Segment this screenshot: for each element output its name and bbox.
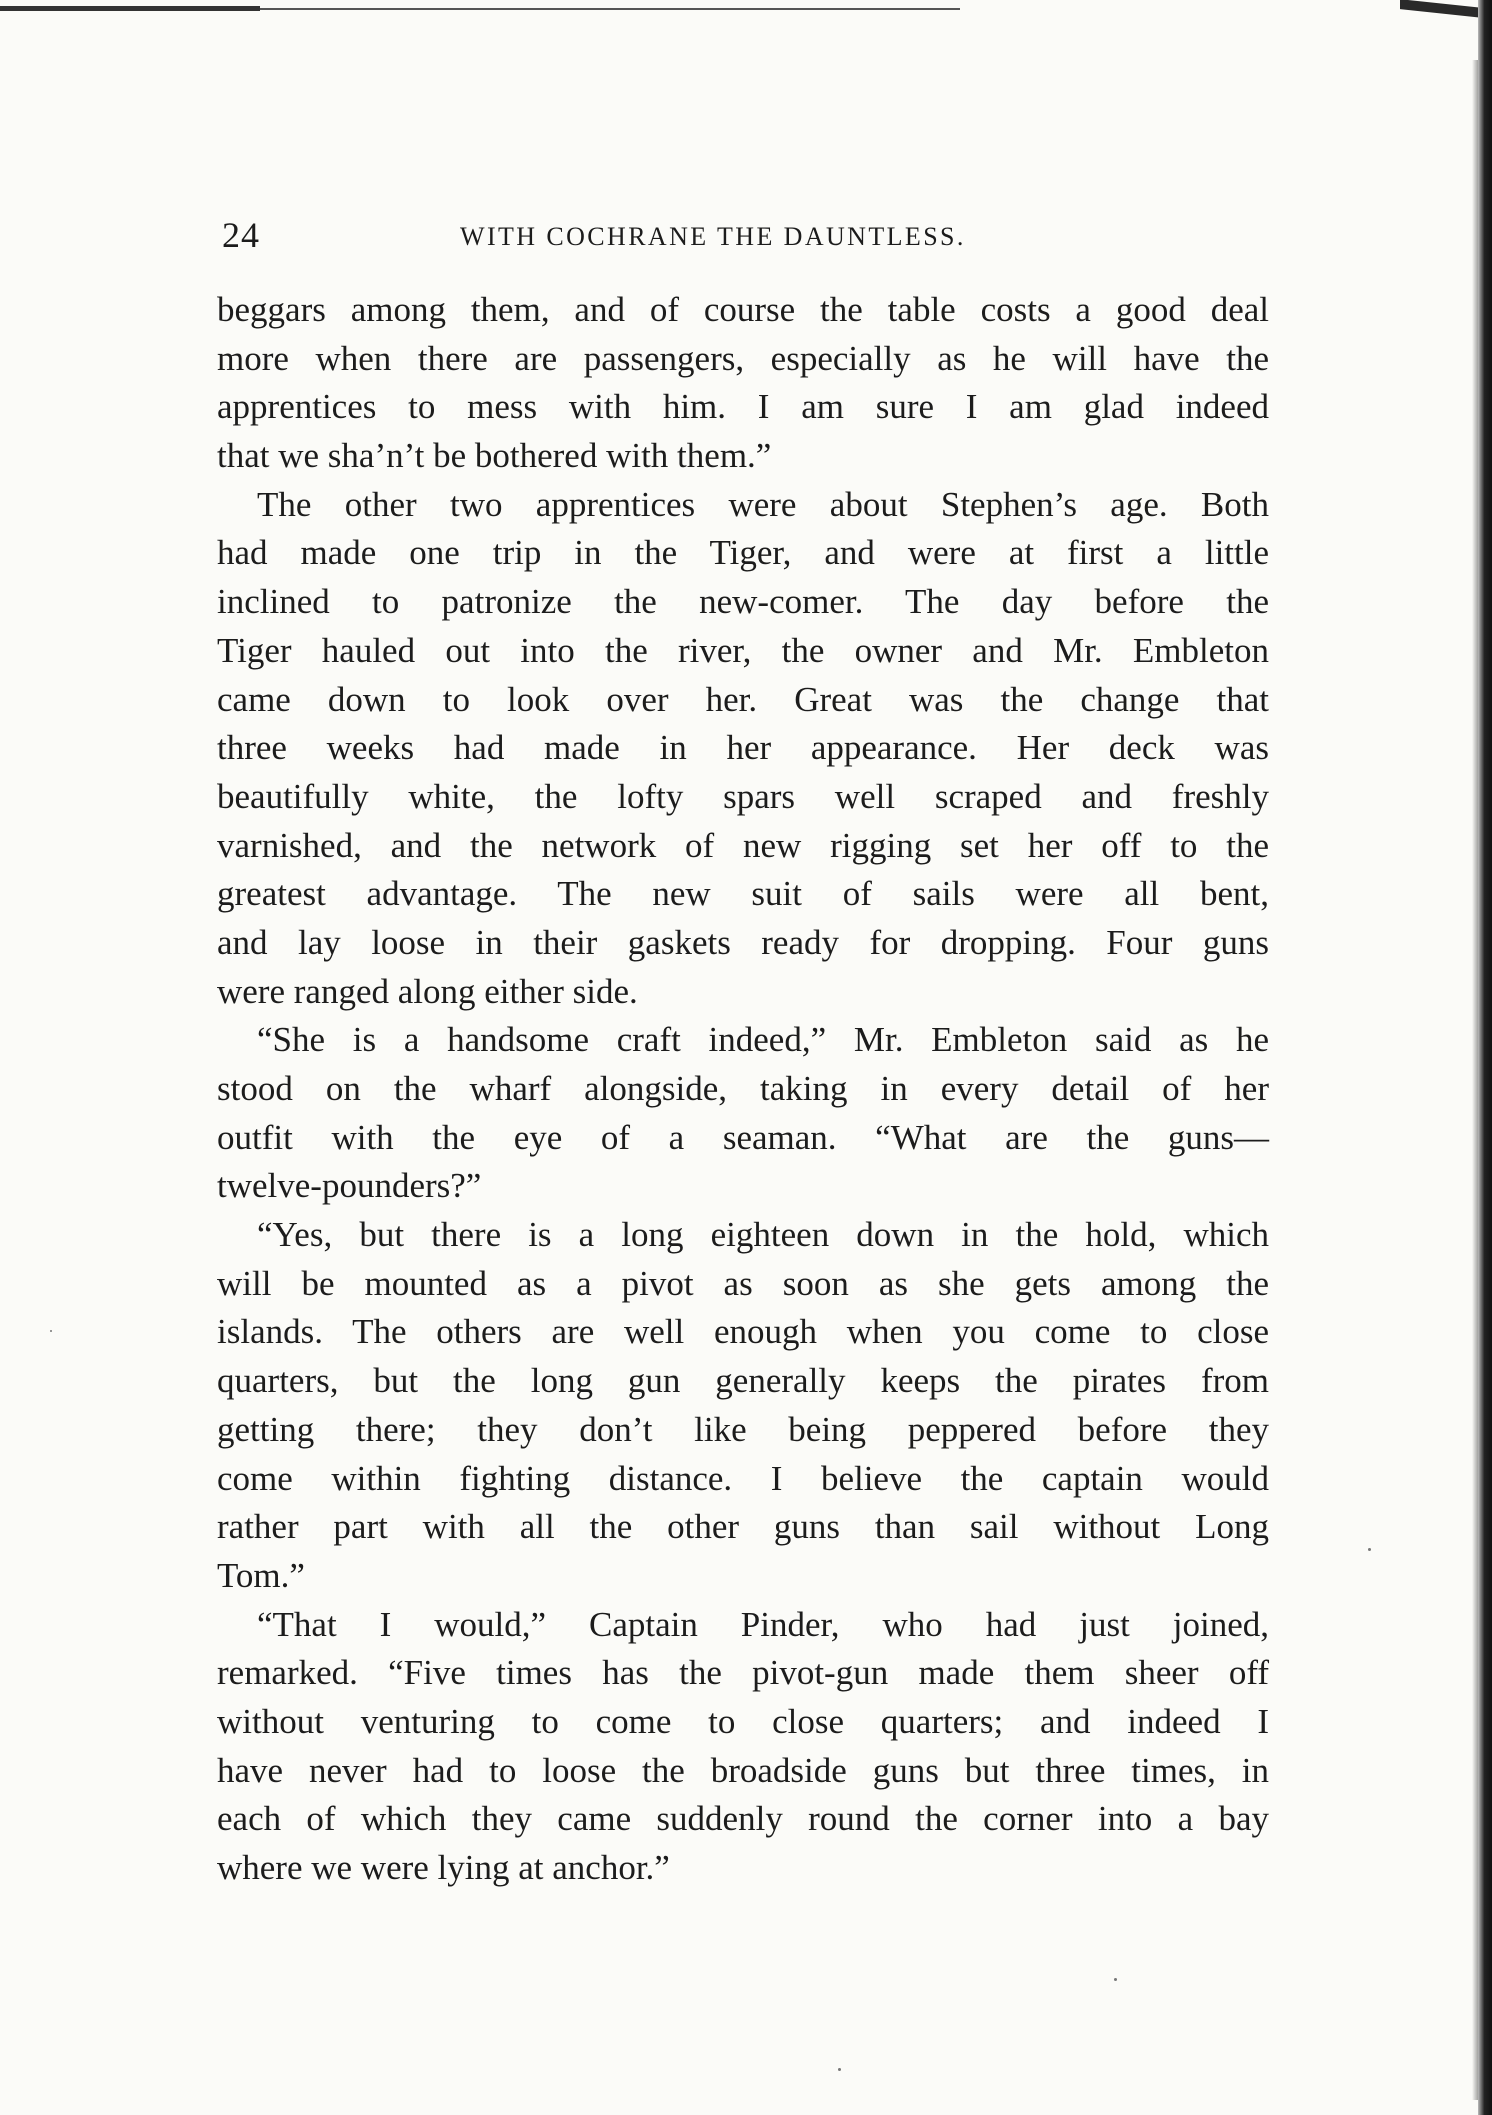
text-line: apprentices to mess with him. I am sure I am glad indeed (217, 387, 1269, 427)
text-line: without venturing to come to close quarters; and indeed I (217, 1701, 1269, 1741)
running-head (222, 214, 1052, 260)
top-edge-rule-thick (0, 6, 260, 11)
paper-speck (1368, 1548, 1371, 1551)
text-line: more when there are passengers, especially as he will have the (217, 338, 1269, 378)
right-page-edge (1478, 0, 1492, 2115)
paper-speck (838, 2068, 841, 2071)
text-line: that we sha’n’t be bothered with them.” (217, 436, 772, 476)
text-line: have never had to loose the broadside guns but three times, in (217, 1750, 1269, 1790)
text-line: beggars among them, and of course the table costs a good deal (217, 290, 1269, 329)
text-line: varnished, and the network of new rigging set her off to the (217, 825, 1269, 865)
text-line: rather part with all the other guns than sail without Long (217, 1507, 1269, 1547)
text-line: Tom.” (217, 1555, 305, 1595)
running-title: WITH COCHRANE THE DAUNTLESS. (460, 222, 966, 251)
text-line: stood on the wharf alongside, taking in every detail of her (217, 1069, 1269, 1108)
text-line: “She is a handsome craft indeed,” Mr. Embleton said as he (257, 1020, 1269, 1060)
text-line: remarked. “Five times has the pivot-gun made them sheer off (217, 1653, 1269, 1693)
text-line: had made one trip in the Tiger, and were at first a little (217, 533, 1269, 573)
text-line: quarters, but the long gun generally keeps the pirates from (217, 1361, 1269, 1401)
text-line: The other two apprentices were about Stephen’s age. Both (257, 484, 1269, 524)
paper-speck (1114, 1978, 1117, 1981)
text-line: where we were lying at anchor.” (217, 1848, 670, 1887)
text-line: each of which they came suddenly round the corner into a bay (217, 1799, 1269, 1839)
paper-speck (50, 1330, 52, 1332)
text-line: beautifully white, the lofty spars well scraped and freshly (217, 776, 1269, 816)
text-line: inclined to patronize the new-comer. The day before the (217, 582, 1269, 622)
text-line: will be mounted as a pivot as soon as she gets among the (217, 1263, 1269, 1303)
text-line: getting there; they don’t like being peppered before they (217, 1409, 1269, 1449)
text-line: “Yes, but there is a long eighteen down in the hold, which (257, 1215, 1269, 1255)
text-line: and lay loose in their gaskets ready for dropping. Four guns (217, 922, 1269, 962)
text-line: came down to look over her. Great was the change that (217, 679, 1269, 719)
right-edge-shadow (1472, 60, 1478, 2100)
text-line: outfit with the eye of a seaman. “What are the guns— (217, 1117, 1269, 1157)
page-number: 24 (222, 215, 260, 255)
body-text (217, 286, 1269, 1893)
text-line: greatest advantage. The new suit of sails were all bent, (217, 874, 1269, 914)
text-line: “That I would,” Captain Pinder, who had just joined, (257, 1604, 1269, 1644)
text-line: were ranged along either side. (217, 971, 638, 1011)
text-line: twelve-pounders?” (217, 1166, 482, 1206)
text-line: Tiger hauled out into the river, the owner and Mr. Embleton (217, 630, 1269, 670)
text-line: islands. The others are well enough when you come to close (217, 1312, 1269, 1352)
text-line: three weeks had made in her appearance. Her deck was (217, 728, 1269, 768)
text-line: come within fighting distance. I believe the captain would (217, 1458, 1269, 1498)
